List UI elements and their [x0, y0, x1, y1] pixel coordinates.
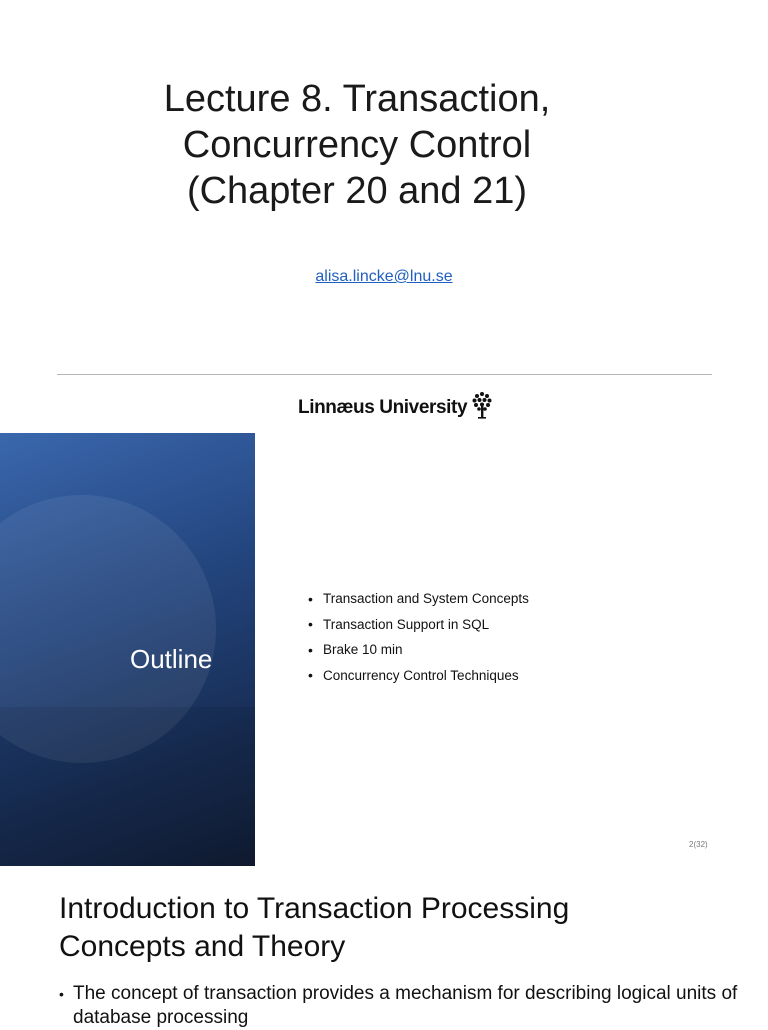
logo-text: Linnæus University — [298, 397, 468, 418]
outline-panel — [0, 433, 255, 866]
lecture-title-line-2: Concurrency Control — [182, 124, 532, 166]
email-link[interactable]: alisa.lincke@lnu.se — [315, 268, 453, 285]
list-item — [308, 612, 529, 638]
bullet-icon: • — [308, 590, 313, 607]
outline-item-label: Transaction and System Concepts — [323, 591, 529, 607]
outline-item-label: Transaction Support in SQL — [323, 616, 490, 632]
university-logo — [298, 386, 493, 420]
lecture-title-line-1: Lecture 8. Transaction, — [163, 78, 551, 120]
list-item — [308, 663, 529, 689]
email-container — [0, 268, 768, 286]
list-item — [59, 982, 739, 1030]
intro-bullet-list — [59, 982, 739, 1030]
slide-divider — [57, 374, 712, 375]
list-item — [308, 586, 529, 612]
outline-bullet-list — [308, 586, 529, 688]
outline-title: Outline — [130, 644, 213, 674]
intro-title-line-1: Introduction to Transaction Processing — [59, 892, 570, 925]
slide-page-number: 2(32) — [689, 840, 708, 849]
tree-icon — [471, 390, 493, 420]
bullet-icon: • — [59, 986, 64, 1002]
intro-title-line-2: Concepts and Theory — [59, 930, 346, 963]
outline-item-label: Concurrency Control Techniques — [323, 667, 519, 683]
intro-title — [59, 890, 739, 966]
outline-decor-band — [0, 707, 255, 866]
list-item — [308, 637, 529, 663]
bullet-icon: • — [308, 641, 313, 658]
intro-bullet-text: The concept of transaction provides a mechanism for describing logical units of database processing — [73, 983, 738, 1028]
lecture-title — [60, 76, 654, 214]
lecture-title-line-3: (Chapter 20 and 21) — [186, 170, 528, 212]
bullet-icon: • — [308, 616, 313, 633]
outline-item-label: Brake 10 min — [323, 642, 403, 658]
bullet-icon: • — [308, 667, 313, 684]
